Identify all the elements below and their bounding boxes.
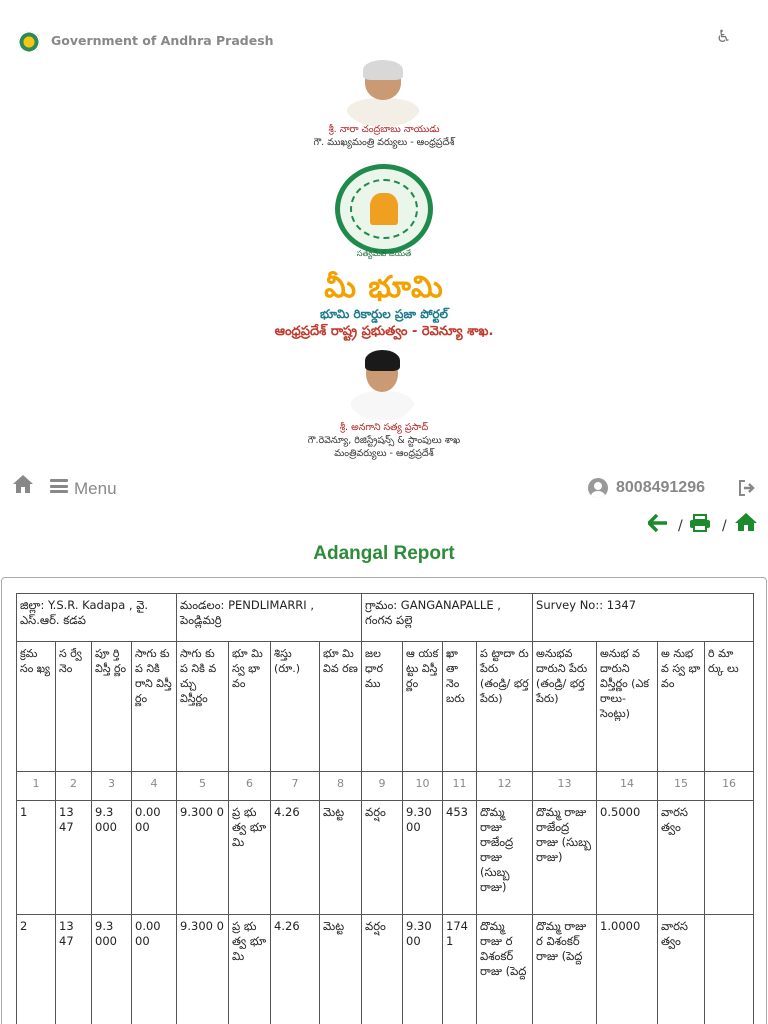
- column-number: 10: [403, 772, 443, 801]
- column-header: ఆ యక ట్టు విస్తీ ర్ణం: [403, 642, 443, 772]
- table-cell: మెట్ట: [320, 801, 362, 915]
- home-report-icon[interactable]: [734, 512, 758, 532]
- column-number-row: [17, 772, 754, 801]
- district-cell: జిల్లా: Y.S.R. Kadapa , వై. ఎస్.ఆర్. కడప: [17, 594, 177, 642]
- column-number: 3: [92, 772, 132, 801]
- column-header: సాగు కు ప నికి రాని విస్తీ ర్ణం: [132, 642, 177, 772]
- table-cell: వారస త్వం: [658, 801, 705, 915]
- survey-cell: Survey No:: 1347: [533, 594, 754, 642]
- table-cell: 4.26: [271, 801, 320, 915]
- revenue-minister-title-2: మంత్రివర్యులు - ఆంధ్రప్రదేశ్: [334, 448, 434, 459]
- table-cell: 13 47: [56, 915, 92, 1024]
- table-cell: 0.5000: [597, 801, 658, 915]
- government-name: Government of Andhra Pradesh: [51, 33, 274, 48]
- top-bar: [0, 0, 768, 60]
- table-cell: 1.0000: [597, 915, 658, 1024]
- column-header: సాగు కు ప నికి వ చ్చు విస్తీర్ణం: [177, 642, 229, 772]
- column-header: క్రమ సం ఖ్య: [17, 642, 56, 772]
- column-number: 8: [320, 772, 362, 801]
- table-row: [17, 915, 754, 1024]
- table-body: [17, 801, 754, 1024]
- table-cell: 453: [443, 801, 477, 915]
- revenue-minister-photo: [347, 350, 417, 420]
- table-cell: వర్షం: [362, 801, 403, 915]
- ap-emblem-icon: [18, 31, 40, 53]
- revenue-minister-name: శ్రీ. అనగాని సత్య ప్రసాద్: [339, 422, 429, 433]
- back-arrow-icon[interactable]: [648, 514, 668, 532]
- table-cell: దొమ్మ రాజు ర విశంకర్ రాజు (పెద్ద: [533, 915, 597, 1024]
- report-actions: [640, 512, 760, 536]
- column-header: ఖా తా నెం బరు: [443, 642, 477, 772]
- column-number: 16: [705, 772, 754, 801]
- table-cell: 9.3 000: [92, 915, 132, 1024]
- column-header: భూ మి స్వ భా వం: [229, 642, 271, 772]
- separator: /: [722, 518, 727, 534]
- column-header: ప ట్టాదా రు పేరు (తండ్రి/ భర్త పేరు): [477, 642, 533, 772]
- village-cell: గ్రామం: GANGANAPALLE , గంగన పల్లె: [362, 594, 533, 642]
- portal-banner: [0, 60, 768, 470]
- table-cell: [705, 915, 754, 1024]
- table-cell: మెట్ట: [320, 915, 362, 1024]
- table-cell: వారస త్వం: [658, 915, 705, 1024]
- chief-minister-caption: [0, 123, 768, 149]
- table-cell: దొమ్మ రాజు రాజేంద్ర రాజు (సుబ్బ రాజు): [533, 801, 597, 915]
- table-cell: 9.30 00: [403, 915, 443, 1024]
- chief-minister-photo: [343, 60, 423, 126]
- user-phone[interactable]: 8008491296: [616, 479, 705, 496]
- table-cell: 0.00 00: [132, 801, 177, 915]
- accessibility-icon[interactable]: ♿: [716, 27, 732, 47]
- print-icon[interactable]: [689, 514, 711, 532]
- menu-button[interactable]: Menu: [74, 479, 117, 498]
- table-cell: [705, 801, 754, 915]
- column-header: జల ధార ము: [362, 642, 403, 772]
- table-cell: 174 1: [443, 915, 477, 1024]
- location-row: [17, 594, 754, 642]
- table-cell: దొమ్మ రాజు ర విశంకర్ రాజు (పెద్ద: [477, 915, 533, 1024]
- column-header: అనుభవ దారుని పేరు (తండ్రి/ భర్త పేరు): [533, 642, 597, 772]
- column-number: 2: [56, 772, 92, 801]
- table-cell: ప్ర భు త్వ భూ మి: [229, 801, 271, 915]
- column-header: అ నుభ వ స్వ భా వం: [658, 642, 705, 772]
- column-number: 11: [443, 772, 477, 801]
- column-header: రి మా ర్కు లు: [705, 642, 754, 772]
- table-cell: వర్షం: [362, 915, 403, 1024]
- portal-subtitle: భూమి రికార్డుల ప్రజా పోర్టల్: [319, 307, 449, 321]
- report-title: Adangal Report: [313, 543, 455, 564]
- department-name: ఆంధ్రప్రదేశ్ రాష్ట్ర ప్రభుత్వం - రెవెన్యూ శాఖ.: [274, 324, 494, 339]
- revenue-minister-caption: [0, 421, 768, 460]
- column-header: శిస్తు (రూ.): [271, 642, 320, 772]
- chief-minister-title: గౌ. ముఖ్యమంత్రి వర్యులు - ఆంధ్రప్రదేశ్: [313, 137, 455, 148]
- seal-motto: సత్యమేవ జయతే: [356, 249, 412, 258]
- table-cell: ప్ర భు త్వ భూ మి: [229, 915, 271, 1024]
- user-icon[interactable]: [588, 478, 608, 498]
- separator: /: [678, 518, 683, 534]
- column-number: 12: [477, 772, 533, 801]
- table-cell: 4.26: [271, 915, 320, 1024]
- table-cell: దొమ్మ రాజు రాజేంద్ర రాజు (సుబ్బ రాజు): [477, 801, 533, 915]
- column-header: అనుభ వ దారుని విస్తీర్ణం (ఎక రాలు- సెంట్లు): [597, 642, 658, 772]
- column-number: 4: [132, 772, 177, 801]
- adangal-table: [16, 593, 754, 1024]
- column-header: పూ ర్తి విస్తీ ర్ణం: [92, 642, 132, 772]
- table-row: [17, 801, 754, 915]
- table-cell: 9.300 0: [177, 801, 229, 915]
- chief-minister-name: శ్రీ. నారా చంద్రబాబు నాయుడు: [328, 124, 440, 135]
- table-cell: 9.300 0: [177, 915, 229, 1024]
- column-number: 14: [597, 772, 658, 801]
- state-seal-icon: [335, 164, 433, 254]
- column-number: 13: [533, 772, 597, 801]
- portal-title: మీ భూమి: [324, 270, 444, 305]
- menu-icon[interactable]: [50, 479, 68, 493]
- table-cell: 13 47: [56, 801, 92, 915]
- table-cell: 9.30 00: [403, 801, 443, 915]
- table-cell: 9.3 000: [92, 801, 132, 915]
- home-icon[interactable]: [12, 474, 34, 494]
- revenue-minister-title: గౌ.రెవెన్యూ, రిజిస్ట్రేషన్స్ & స్టాంపులు శాఖ: [307, 435, 461, 446]
- column-number: 7: [271, 772, 320, 801]
- column-number: 15: [658, 772, 705, 801]
- table-cell: 0.00 00: [132, 915, 177, 1024]
- table-cell: 1: [17, 801, 56, 915]
- column-number: 9: [362, 772, 403, 801]
- column-number: 6: [229, 772, 271, 801]
- header-row: [17, 642, 754, 772]
- column-number: 5: [177, 772, 229, 801]
- nav-bar: [0, 472, 768, 504]
- table-cell: 2: [17, 915, 56, 1024]
- column-header: భూ మి వివ రణ: [320, 642, 362, 772]
- mandal-cell: మండలం: PENDLIMARRI , పెండ్లిమర్రి: [177, 594, 362, 642]
- column-number: 1: [17, 772, 56, 801]
- logout-icon[interactable]: [738, 480, 756, 496]
- column-header: స ర్వే నెం: [56, 642, 92, 772]
